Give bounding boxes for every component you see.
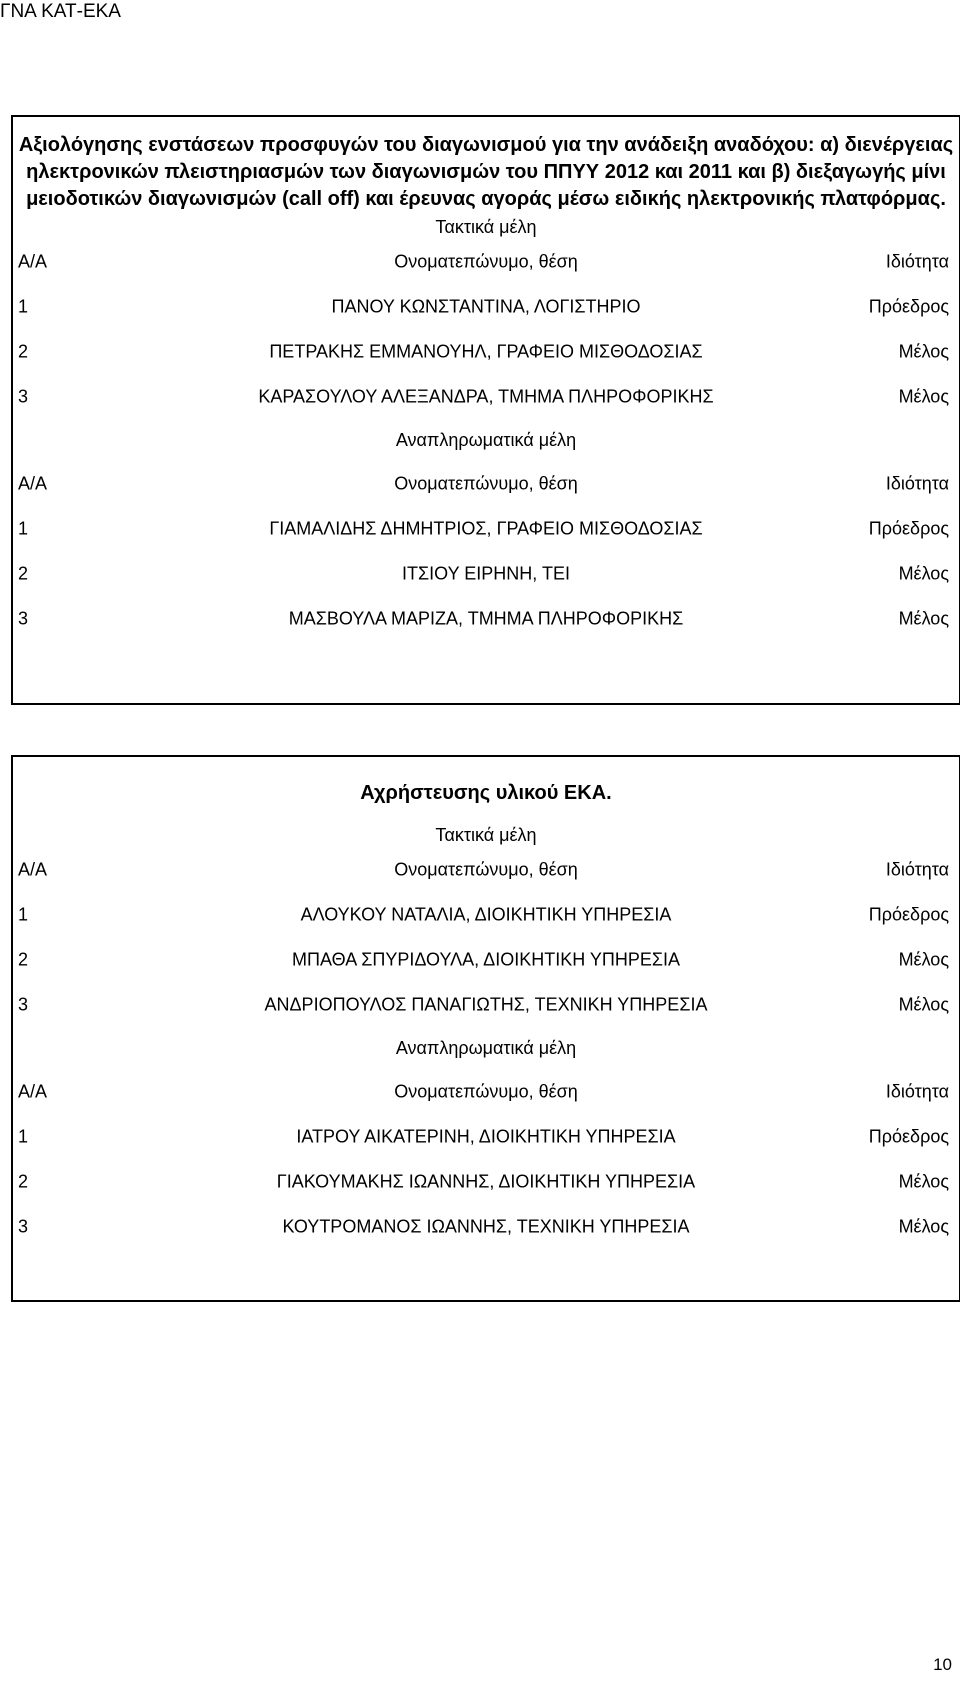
col-name-header: Ονοματεπώνυμο, θέση bbox=[394, 859, 578, 879]
row-num: 1 bbox=[18, 296, 29, 316]
table-row bbox=[13, 937, 959, 982]
row-role: Μέλος bbox=[898, 608, 949, 628]
row-num: 1 bbox=[18, 1126, 29, 1146]
row-name: ΑΝΔΡΙΟΠΟΥΛΟΣ ΠΑΝΑΓΙΩΤΗΣ, ΤΕΧΝΙΚΗ ΥΠΗΡΕΣΙΑ bbox=[264, 994, 708, 1014]
table-row bbox=[13, 374, 959, 419]
table-row bbox=[13, 329, 959, 374]
row-name: ΓΙΑΚΟΥΜΑΚΗΣ ΙΩΑΝΝΗΣ, ΔΙΟΙΚΗΤΙΚΗ ΥΠΗΡΕΣΙΑ bbox=[276, 1171, 696, 1191]
row-name: ΙΑΤΡΟΥ ΑΙΚΑΤΕΡΙΝΗ, ΔΙΟΙΚΗΤΙΚΗ ΥΠΗΡΕΣΙΑ bbox=[296, 1126, 676, 1146]
col-name-header: Ονοματεπώνυμο, θέση bbox=[394, 251, 578, 271]
section-title: Αξιολόγησης ενστάσεων προσφυγών του διαγωνισμού για την ανάδειξη αναδόχου: α) διενέργειας ηλεκτρονικών πλειστηριασμών των διαγωνισμών του ΠΠΥΥ 2012 και 2011 και β) διεξαγωγής μίνι μειοδοτικών διαγωνισμών (call off) και έρευνας αγοράς μέσω ειδικής ηλεκτρονικής πλατφόρμας. bbox=[18, 134, 954, 210]
row-num: 2 bbox=[18, 1171, 29, 1191]
table-row bbox=[13, 982, 959, 1027]
col-role-header: Ιδιότητα bbox=[885, 859, 949, 879]
committee-table-1 bbox=[11, 115, 960, 705]
row-name: ΜΠΑΘΑ ΣΠΥΡΙΔΟΥΛΑ, ΔΙΟΙΚΗΤΙΚΗ ΥΠΗΡΕΣΙΑ bbox=[291, 949, 681, 969]
column-header-row bbox=[13, 847, 959, 892]
row-num: 1 bbox=[18, 518, 29, 538]
row-role: Μέλος bbox=[898, 949, 949, 969]
table-row bbox=[13, 551, 959, 596]
table-row bbox=[13, 596, 959, 641]
row-role: Πρόεδρος bbox=[868, 518, 949, 538]
col-num-header: Α/Α bbox=[18, 859, 48, 879]
section-title: Αχρήστευσης υλικού ΕΚΑ. bbox=[360, 782, 612, 804]
row-num: 1 bbox=[18, 904, 29, 924]
row-name: ΚΑΡΑΣΟΥΛΟΥ ΑΛΕΞΑΝΔΡΑ, ΤΜΗΜΑ ΠΛΗΡΟΦΟΡΙΚΗΣ bbox=[258, 386, 714, 406]
alternate-members-label: Αναπληρωματικά μέλη bbox=[395, 430, 577, 450]
col-name-header: Ονοματεπώνυμο, θέση bbox=[394, 1081, 578, 1101]
table-row bbox=[13, 506, 959, 551]
row-num: 3 bbox=[18, 608, 29, 628]
row-name: ΑΛΟΥΚΟΥ ΝΑΤΑΛΙΑ, ΔΙΟΙΚΗΤΙΚΗ ΥΠΗΡΕΣΙΑ bbox=[300, 904, 672, 924]
col-num-header: Α/Α bbox=[18, 251, 48, 271]
row-num: 2 bbox=[18, 341, 29, 361]
row-name: ΠΕΤΡΑΚΗΣ ΕΜΜΑΝΟΥΗΛ, ΓΡΑΦΕΙΟ ΜΙΣΘΟΔΟΣΙΑΣ bbox=[269, 341, 703, 361]
column-header-row bbox=[13, 461, 959, 506]
row-name: ΠΑΝΟΥ ΚΩΝΣΤΑΝΤΙΝΑ, ΛΟΓΙΣΤΗΡΙΟ bbox=[331, 296, 641, 316]
row-num: 2 bbox=[18, 949, 29, 969]
col-name-header: Ονοματεπώνυμο, θέση bbox=[394, 473, 578, 493]
table-row bbox=[13, 1159, 959, 1204]
row-name: ΚΟΥΤΡΟΜΑΝΟΣ ΙΩΑΝΝΗΣ, ΤΕΧΝΙΚΗ ΥΠΗΡΕΣΙΑ bbox=[282, 1216, 690, 1236]
table-row bbox=[13, 284, 959, 329]
row-num: 3 bbox=[18, 1216, 29, 1236]
table-row bbox=[13, 892, 959, 937]
row-role: Μέλος bbox=[898, 386, 949, 406]
col-role-header: Ιδιότητα bbox=[885, 251, 949, 271]
row-num: 3 bbox=[18, 994, 29, 1014]
regular-members-label: Τακτικά μέλη bbox=[435, 825, 537, 845]
page-number: 10 bbox=[933, 1655, 952, 1674]
row-role: Μέλος bbox=[898, 563, 949, 583]
row-role: Μέλος bbox=[898, 1171, 949, 1191]
row-num: 3 bbox=[18, 386, 29, 406]
page-header: ΓΝΑ ΚΑΤ-ΕΚΑ bbox=[0, 1, 121, 22]
column-header-row bbox=[13, 239, 959, 284]
col-role-header: Ιδιότητα bbox=[885, 473, 949, 493]
col-num-header: Α/Α bbox=[18, 473, 48, 493]
row-role: Μέλος bbox=[898, 1216, 949, 1236]
row-name: ΙΤΣΙΟΥ ΕΙΡΗΝΗ, ΤΕΙ bbox=[402, 563, 570, 583]
regular-members-label: Τακτικά μέλη bbox=[435, 217, 537, 237]
col-role-header: Ιδιότητα bbox=[885, 1081, 949, 1101]
table-row bbox=[13, 1204, 959, 1249]
row-role: Μέλος bbox=[898, 341, 949, 361]
col-num-header: Α/Α bbox=[18, 1081, 48, 1101]
row-role: Πρόεδρος bbox=[868, 904, 949, 924]
row-role: Πρόεδρος bbox=[868, 296, 949, 316]
row-name: ΜΑΣΒΟΥΛΑ ΜΑΡΙΖΑ, ΤΜΗΜΑ ΠΛΗΡΟΦΟΡΙΚΗΣ bbox=[288, 608, 684, 628]
table-row bbox=[13, 1114, 959, 1159]
row-role: Μέλος bbox=[898, 994, 949, 1014]
row-name: ΓΙΑΜΑΛΙΔΗΣ ΔΗΜΗΤΡΙΟΣ, ΓΡΑΦΕΙΟ ΜΙΣΘΟΔΟΣΙΑΣ bbox=[269, 518, 703, 538]
committee-table-2 bbox=[11, 755, 960, 1302]
row-role: Πρόεδρος bbox=[868, 1126, 949, 1146]
column-header-row bbox=[13, 1069, 959, 1114]
row-num: 2 bbox=[18, 563, 29, 583]
alternate-members-label: Αναπληρωματικά μέλη bbox=[395, 1038, 577, 1058]
